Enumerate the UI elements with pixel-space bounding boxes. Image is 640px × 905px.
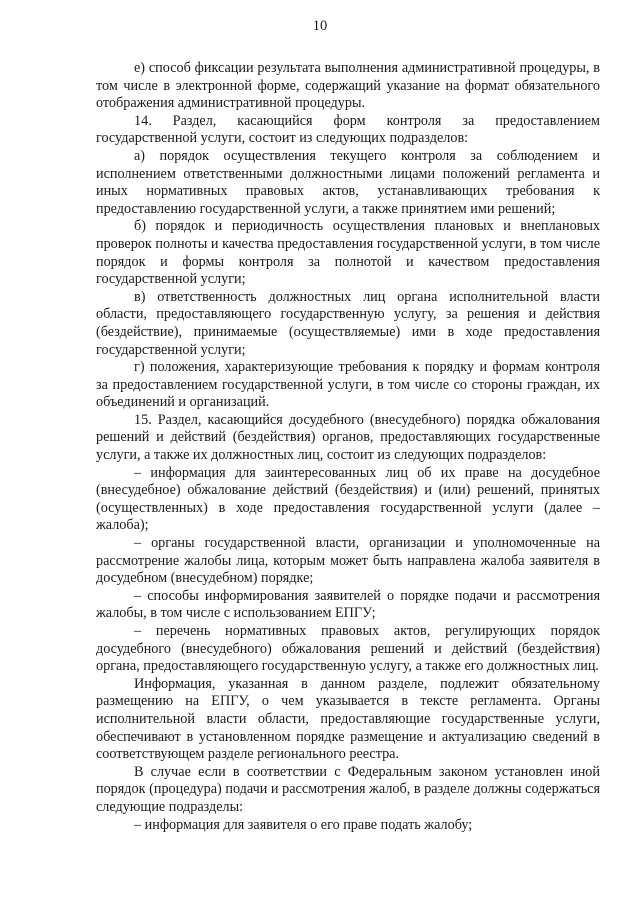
paragraph-epgu-info: Информация, указанная в данном разделе, подлежит обязательному размещению на ЕПГУ, о чем указывается в тексте регламента. Органы исполнительной власти области, предоставляющие государственные услуги, обеспечивают в установленном порядке размещение и актуализацию сведений в соответствующем разделе регионального реестра. [96,675,600,763]
paragraph-14b: б) порядок и периодичность осуществления плановых и внеплановых проверок полноты и качества предоставления государственной услуги, в том числе порядок и формы контроля за полнотой и качеством предоставления государственной услуги; [96,218,600,288]
list-item-right-to-complain: – информация для заявителя о его праве подать жалобу; [134,816,473,833]
paragraph-14v: в) ответственность должностных лиц органа исполнительной власти области, предоставляющего государственную услугу, за решения и действия (бездействие), принимаемые (осуществляемые) ими в ходе предоставления государственной услуги; [96,288,600,358]
list-item-info-right: – информация для заинтересованных лиц об их праве на досудебное (внесудебное) обжалование действий (бездействия) и (или) решений, принятых (осуществленных) в ходе предоставления государственной услуги (далее – жалоба); [96,464,600,534]
list-item-informing: – способы информирования заявителей о порядке подачи и рассмотрения жалобы, в том числе с использованием ЕПГУ; [96,587,600,622]
list-item-legal-acts: – перечень нормативных правовых актов, регулирующих порядок досудебного (внесудебного) обжалования решений и действий (бездействия) органа, предоставляющего государственную услугу, а также его должностных лиц. [96,623,600,675]
document-body [96,60,600,834]
paragraph-14g: г) положения, характеризующие требования к порядку и формам контроля за предоставлением государственной услуги, в том числе со стороны граждан, их объединений и организаций. [96,359,600,411]
paragraph-other-procedure: В случае если в соответствии с Федеральным законом установлен иной порядок (процедура) подачи и рассмотрения жалоб, в разделе должны содержаться следующие подразделы: [96,763,600,815]
page-number: 10 [312,18,328,34]
paragraph-e-method: е) способ фиксации результата выполнения административной процедуры, в том числе в электронной форме, содержащий указание на формат обязательного отображения административной процедуры. [96,60,600,112]
list-item-authorities: – органы государственной власти, организации и уполномоченные на рассмотрение жалобы лица, которым может быть направлена жалоба заявителя в досудебном (внесудебном) порядке; [96,535,600,587]
paragraph-14a: а) порядок осуществления текущего контроля за соблюдением и исполнением ответственными должностными лицами положений регламента и иных нормативных правовых актов, устанавливающих требования к предоставлению государственной услуги, а также принятием ими решений; [96,147,600,217]
paragraph-14-control-section: 14. Раздел, касающийся форм контроля за предоставлением государственной услуги, состоит из следующих подразделов: [96,112,600,147]
paragraph-15-appeal-section: 15. Раздел, касающийся досудебного (внесудебного) порядка обжалования решений и действий (бездействия) органов, предоставляющих государственные услуги, а также их должностных лиц, состоит из следующих подразделов: [96,411,600,464]
